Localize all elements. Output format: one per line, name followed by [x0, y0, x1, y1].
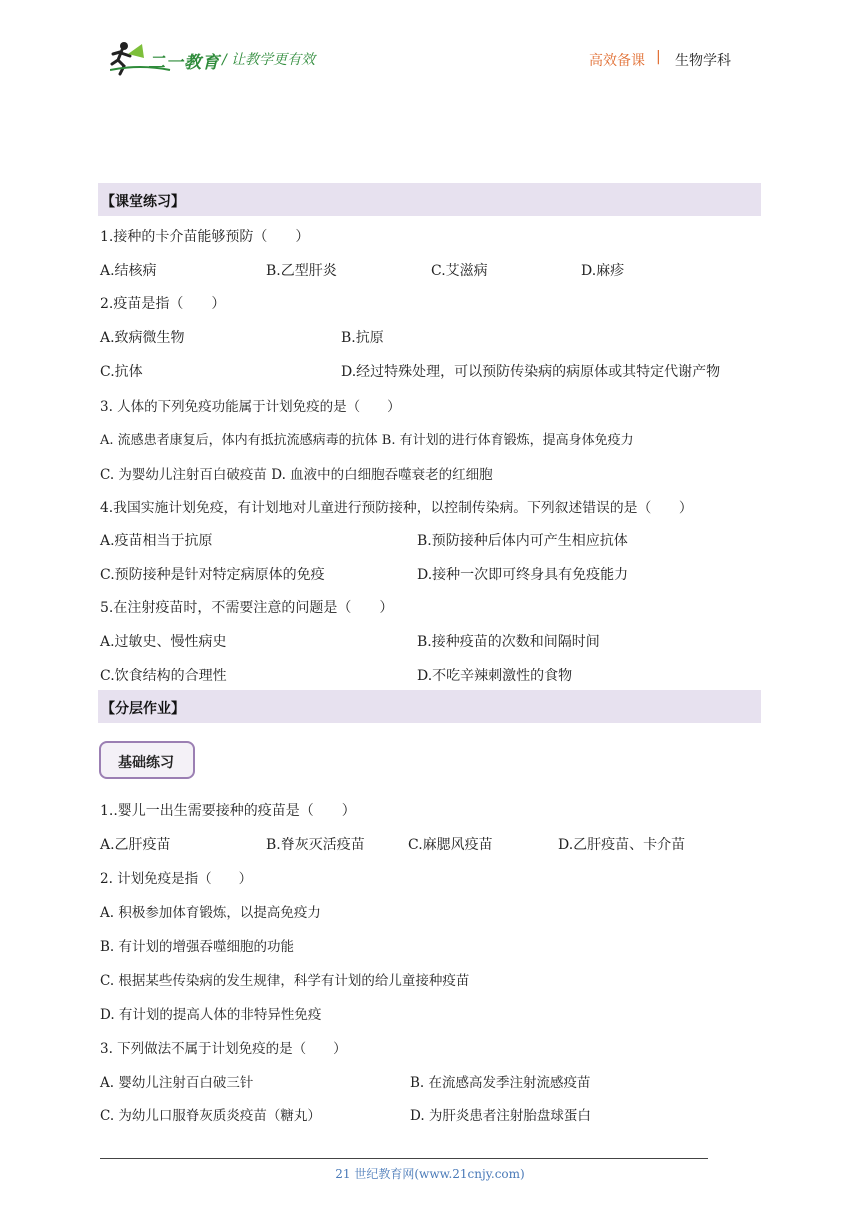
option-c: C.抗体	[100, 364, 143, 380]
question-stem: 3. 下列做法不属于计划免疫的是（ ）	[100, 1041, 347, 1057]
options-ab: A. 流感患者康复后，体内有抵抗流感病毒的抗体 B. 有计划的进行体育锻炼，提高身体免疫力	[100, 433, 634, 448]
option-a: A.结核病	[100, 263, 157, 279]
header-separator: |	[656, 49, 661, 65]
section-title-classroom: 【课堂练习】	[101, 194, 185, 210]
option-c: C.艾滋病	[431, 263, 488, 279]
option-d: D. 为肝炎患者注射胎盘球蛋白	[410, 1108, 591, 1124]
footer-divider	[100, 1158, 708, 1159]
question-stem: 5.在注射疫苗时，不需要注意的问题是（ ）	[100, 600, 394, 616]
header-subject: 生物学科	[675, 53, 731, 69]
question-stem: 2.疫苗是指（ ）	[100, 296, 226, 312]
page-header	[0, 0, 860, 100]
option-b: B.抗原	[341, 330, 384, 346]
basic-practice-label: 基础练习	[118, 755, 174, 771]
option-d: D.接种一次即可终身具有免疫能力	[417, 567, 629, 583]
option-a: A. 婴幼儿注射百白破三针	[100, 1075, 254, 1091]
option-a: A.乙肝疫苗	[100, 837, 171, 853]
header-badge: 高效备课	[589, 53, 645, 69]
option-c: C.预防接种是针对特定病原体的免疫	[100, 567, 325, 583]
option-b: B. 有计划的增强吞噬细胞的功能	[100, 939, 295, 955]
question-stem: 3. 人体的下列免疫功能属于计划免疫的是（ ）	[100, 399, 401, 415]
brand-name: 二一教育	[148, 53, 220, 73]
option-a: A.疫苗相当于抗原	[100, 533, 213, 549]
question-stem: 4.我国实施计划免疫，有计划地对儿童进行预防接种，以控制传染病。下列叙述错误的是（ ）	[100, 500, 693, 516]
option-b: B. 在流感高发季注射流感疫苗	[410, 1075, 591, 1091]
footer-source: 21 世纪教育网(www.21cnjy.com)	[335, 1167, 525, 1181]
question-stem: 1..婴儿一出生需要接种的疫苗是（ ）	[100, 803, 356, 819]
option-c: C. 为幼儿口服脊灰质炎疫苗（糖丸）	[100, 1108, 321, 1124]
option-d: D.乙肝疫苗、卡介苗	[558, 837, 686, 853]
option-c: C.麻腮风疫苗	[408, 837, 493, 853]
question-stem: 1.接种的卡介苗能够预防（ ）	[100, 229, 310, 245]
option-d: D.经过特殊处理，可以预防传染病的病原体或其特定代谢产物	[341, 364, 721, 380]
option-c: C. 根据某些传染病的发生规律，科学有计划的给儿童接种疫苗	[100, 973, 470, 989]
option-d: D.不吃辛辣刺激性的食物	[417, 668, 573, 684]
section-title-homework: 【分层作业】	[101, 701, 185, 717]
option-d: D.麻疹	[581, 263, 625, 279]
option-d: D. 有计划的提高人体的非特异性免疫	[100, 1007, 322, 1023]
question-stem: 2. 计划免疫是指（ ）	[100, 871, 253, 887]
option-c: C.饮食结构的合理性	[100, 668, 227, 684]
option-a: A.致病微生物	[100, 330, 185, 346]
option-b: B.接种疫苗的次数和间隔时间	[417, 634, 600, 650]
options-cd: C. 为婴幼儿注射百白破疫苗 D. 血液中的白细胞吞噬衰老的红细胞	[100, 467, 493, 483]
option-b: B.预防接种后体内可产生相应抗体	[417, 533, 628, 549]
option-a: A.过敏史、慢性病史	[100, 634, 227, 650]
brand-slogan: / 让教学更有效	[222, 52, 316, 68]
option-a: A. 积极参加体育锻炼，以提高免疫力	[100, 905, 321, 921]
section-bar-classroom	[98, 183, 761, 216]
option-b: B.脊灰灭活疫苗	[266, 837, 365, 853]
option-b: B.乙型肝炎	[266, 263, 337, 279]
section-bar-homework	[98, 690, 761, 723]
